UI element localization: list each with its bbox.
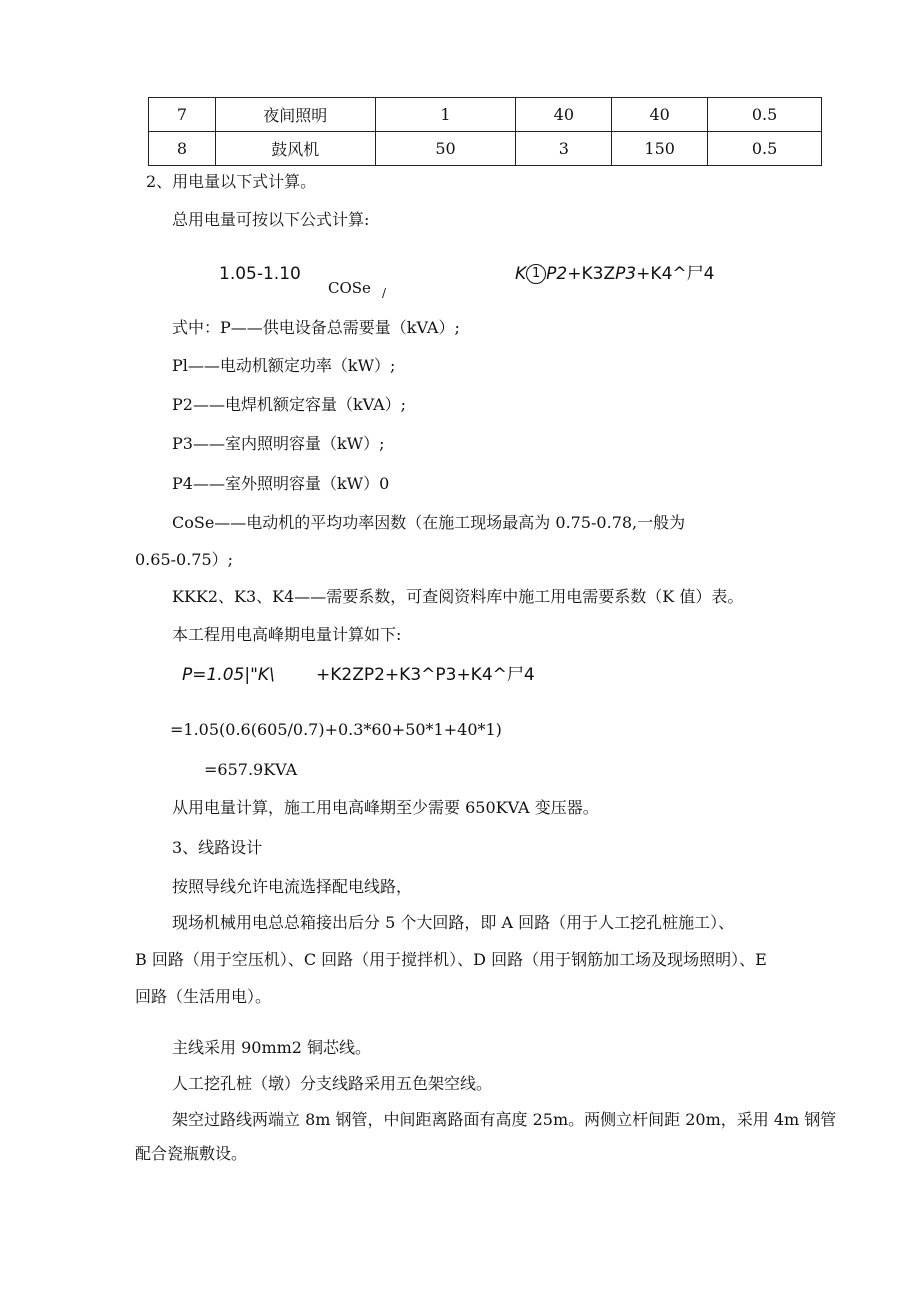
table-cell: 40: [516, 98, 612, 132]
formula-p2: P2: [546, 264, 568, 284]
definition-p: 式中：P——供电设备总需要量（kVA）;: [172, 318, 460, 337]
table-cell: 8: [149, 132, 216, 166]
section-3-paragraph-2-line-2: B 回路（用于空压机）、C 回路（用于搅拌机）、D 回路（用于钢筋加工场及现场照明）、E: [135, 950, 767, 969]
definition-p2: P2——电焊机额定容量（kVA）;: [172, 395, 407, 414]
circle-one-symbol: 1: [526, 264, 546, 284]
table-cell: 7: [149, 98, 216, 132]
definition-k: KKK2、K3、K4——需要系数，可查阅资料库中施工用电需要系数（K 值）表。: [172, 587, 744, 606]
definition-p1: Pl——电动机额定功率（kW）;: [172, 356, 396, 375]
definition-p3: P3——室内照明容量（kW）;: [172, 434, 385, 453]
table-row: [149, 98, 822, 132]
table-cell: 3: [516, 132, 612, 166]
section-3-paragraph-2-line-3: 回路（生活用电）。: [135, 987, 272, 1006]
formula-rhs: [515, 264, 714, 284]
table-cell: 150: [612, 132, 708, 166]
calculation-intro: 本工程用电高峰期电量计算如下:: [172, 625, 402, 644]
definition-p4: P4——室外照明容量（kW）0: [172, 474, 390, 493]
peak-formula-lhs: P=1.05|"K\: [182, 665, 275, 685]
table-row: [149, 132, 822, 166]
formula-p3: P3: [615, 264, 637, 284]
formula-slash: /: [382, 286, 387, 300]
section-3-paragraph-1: 按照导线允许电流选择配电线路，: [172, 877, 413, 896]
formula-k3: +K3Z: [567, 264, 616, 284]
section-3-heading: 3、线路设计: [172, 838, 263, 857]
calculation-line-1: =1.05(0.6(605/0.7)+0.3*60+50*1+40*1): [170, 720, 502, 739]
table-cell: 1: [375, 98, 516, 132]
peak-formula-rhs: +K2ZP2+K3^P3+K4^尸4: [316, 665, 535, 685]
formula-coefficient: 1.05-1.10: [219, 264, 301, 284]
section-3-paragraph-4: 人工挖孔桩（墩）分支线路采用五色架空线。: [172, 1074, 493, 1093]
formula-cos: COSe: [328, 279, 371, 297]
table-cell: 0.5: [708, 132, 822, 166]
section-3-paragraph-3: 主线采用 90mm2 铜芯线。: [172, 1038, 372, 1057]
table-cell: 50: [375, 132, 516, 166]
formula-k: K: [515, 264, 527, 284]
section-2-heading: 2、用电量以下式计算。: [146, 172, 317, 191]
equipment-table: [148, 97, 822, 166]
calculation-result: =657.9KVA: [204, 760, 298, 779]
formula-intro: 总用电量可按以下公式计算:: [172, 210, 370, 229]
table-cell: 40: [612, 98, 708, 132]
section-3-paragraph-2-line-1: 现场机械用电总总箱接出后分 5 个大回路，即 A 回路（用于人工挖孔桩施工）、: [172, 913, 735, 932]
formula-k4: +K4^尸4: [636, 264, 715, 284]
section-3-paragraph-5-line-1: 架空过路线两端立 8m 钢管，中间距离路面有高度 25m。两侧立杆间距 20m，采用 4m 钢管: [172, 1110, 837, 1129]
definition-cos-line1: CoSe——电动机的平均功率因数（在施工现场最高为 0.75-0.78,一般为: [172, 513, 686, 532]
table-cell: 夜间照明: [215, 98, 375, 132]
conclusion-text: 从用电量计算，施工用电高峰期至少需要 650KVA 变压器。: [172, 798, 599, 817]
section-3-paragraph-5-line-2: 配合瓷瓶敷设。: [135, 1144, 248, 1163]
definition-cos-line2: 0.65-0.75）;: [135, 550, 234, 569]
table-cell: 0.5: [708, 98, 822, 132]
table-cell: 鼓风机: [215, 132, 375, 166]
